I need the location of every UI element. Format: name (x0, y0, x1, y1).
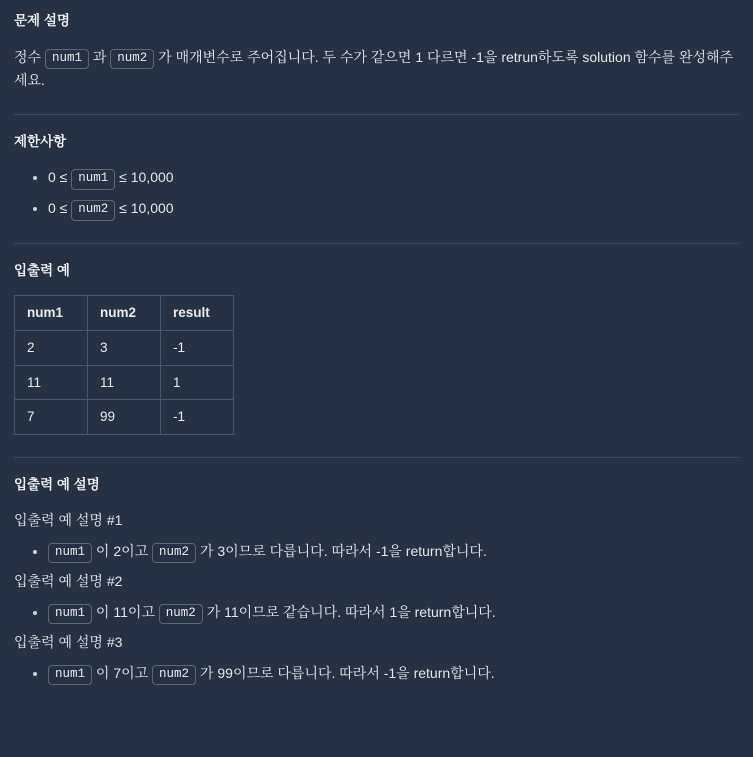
table-row (15, 330, 234, 365)
constraint-prefix: 0 ≤ (48, 169, 72, 186)
description-text-mid: 과 (88, 48, 111, 65)
table-header-row (15, 296, 234, 331)
explanation-mid: 이 7이고 (92, 664, 153, 681)
list-item (48, 540, 739, 564)
explanation-mid: 이 2이고 (92, 542, 153, 559)
description-paragraph (14, 46, 739, 92)
constraint-prefix: 0 ≤ (48, 200, 72, 217)
cell-num2: 99 (88, 400, 161, 435)
explanation-heading-1: 입출력 예 설명 #1 (14, 512, 123, 529)
explanation-list-1 (14, 540, 739, 564)
divider-2 (14, 243, 739, 244)
code-num2: num2 (71, 200, 115, 221)
cell-result: -1 (161, 330, 234, 365)
explanation-tail: 가 3이므로 다릅니다. 따라서 -1을 return합니다. (196, 542, 487, 559)
examples-table (14, 295, 234, 434)
code-num1: num1 (71, 169, 115, 190)
code-num1: num1 (48, 665, 92, 686)
cell-result: 1 (161, 365, 234, 400)
examples-title: 입출력 예 (14, 262, 70, 278)
code-num1: num1 (45, 49, 89, 70)
cell-num1: 11 (15, 365, 88, 400)
code-num1: num1 (48, 543, 92, 564)
list-item (48, 166, 739, 190)
cell-num2: 3 (88, 330, 161, 365)
column-header-num1: num1 (15, 296, 88, 331)
explanation-block-3 (14, 631, 739, 685)
cell-result: -1 (161, 400, 234, 435)
table-row (15, 400, 234, 435)
list-item (48, 601, 739, 625)
explanation-tail: 가 11이므로 같습니다. 따라서 1을 return합니다. (202, 603, 496, 620)
code-num2: num2 (152, 665, 196, 686)
cell-num2: 11 (88, 365, 161, 400)
explanation-heading-3: 입출력 예 설명 #3 (14, 634, 123, 651)
explanations-title: 입출력 예 설명 (14, 476, 100, 492)
constraint-suffix: ≤ 10,000 (115, 200, 174, 217)
constraints-list (14, 166, 739, 220)
constraints-title: 제한사항 (14, 133, 67, 149)
table-row (15, 365, 234, 400)
explanation-mid: 이 11이고 (92, 603, 159, 620)
explanation-list-3 (14, 662, 739, 686)
constraint-suffix: ≤ 10,000 (115, 169, 174, 186)
code-num2: num2 (159, 604, 203, 625)
explanation-block-2 (14, 570, 739, 624)
cell-num1: 7 (15, 400, 88, 435)
explanation-heading-2: 입출력 예 설명 #2 (14, 573, 123, 590)
divider-1 (14, 114, 739, 115)
explanation-tail: 가 99이므로 다릅니다. 따라서 -1을 return합니다. (196, 664, 495, 681)
cell-num1: 2 (15, 330, 88, 365)
description-title: 문제 설명 (14, 13, 70, 28)
divider-3 (14, 457, 739, 458)
column-header-num2: num2 (88, 296, 161, 331)
code-num2: num2 (110, 49, 154, 70)
column-header-result: result (161, 296, 234, 331)
code-num2: num2 (152, 543, 196, 564)
description-text-post: 가 매개변수로 주어집니다. 두 수가 같으면 1 다르면 -1을 retrun하도록 solution 함수를 완성해주세요. (14, 48, 734, 89)
explanation-list-2 (14, 601, 739, 625)
list-item (48, 197, 739, 221)
code-num1: num1 (48, 604, 92, 625)
list-item (48, 662, 739, 686)
description-text-pre: 정수 (14, 48, 45, 65)
explanation-block-1 (14, 509, 739, 563)
